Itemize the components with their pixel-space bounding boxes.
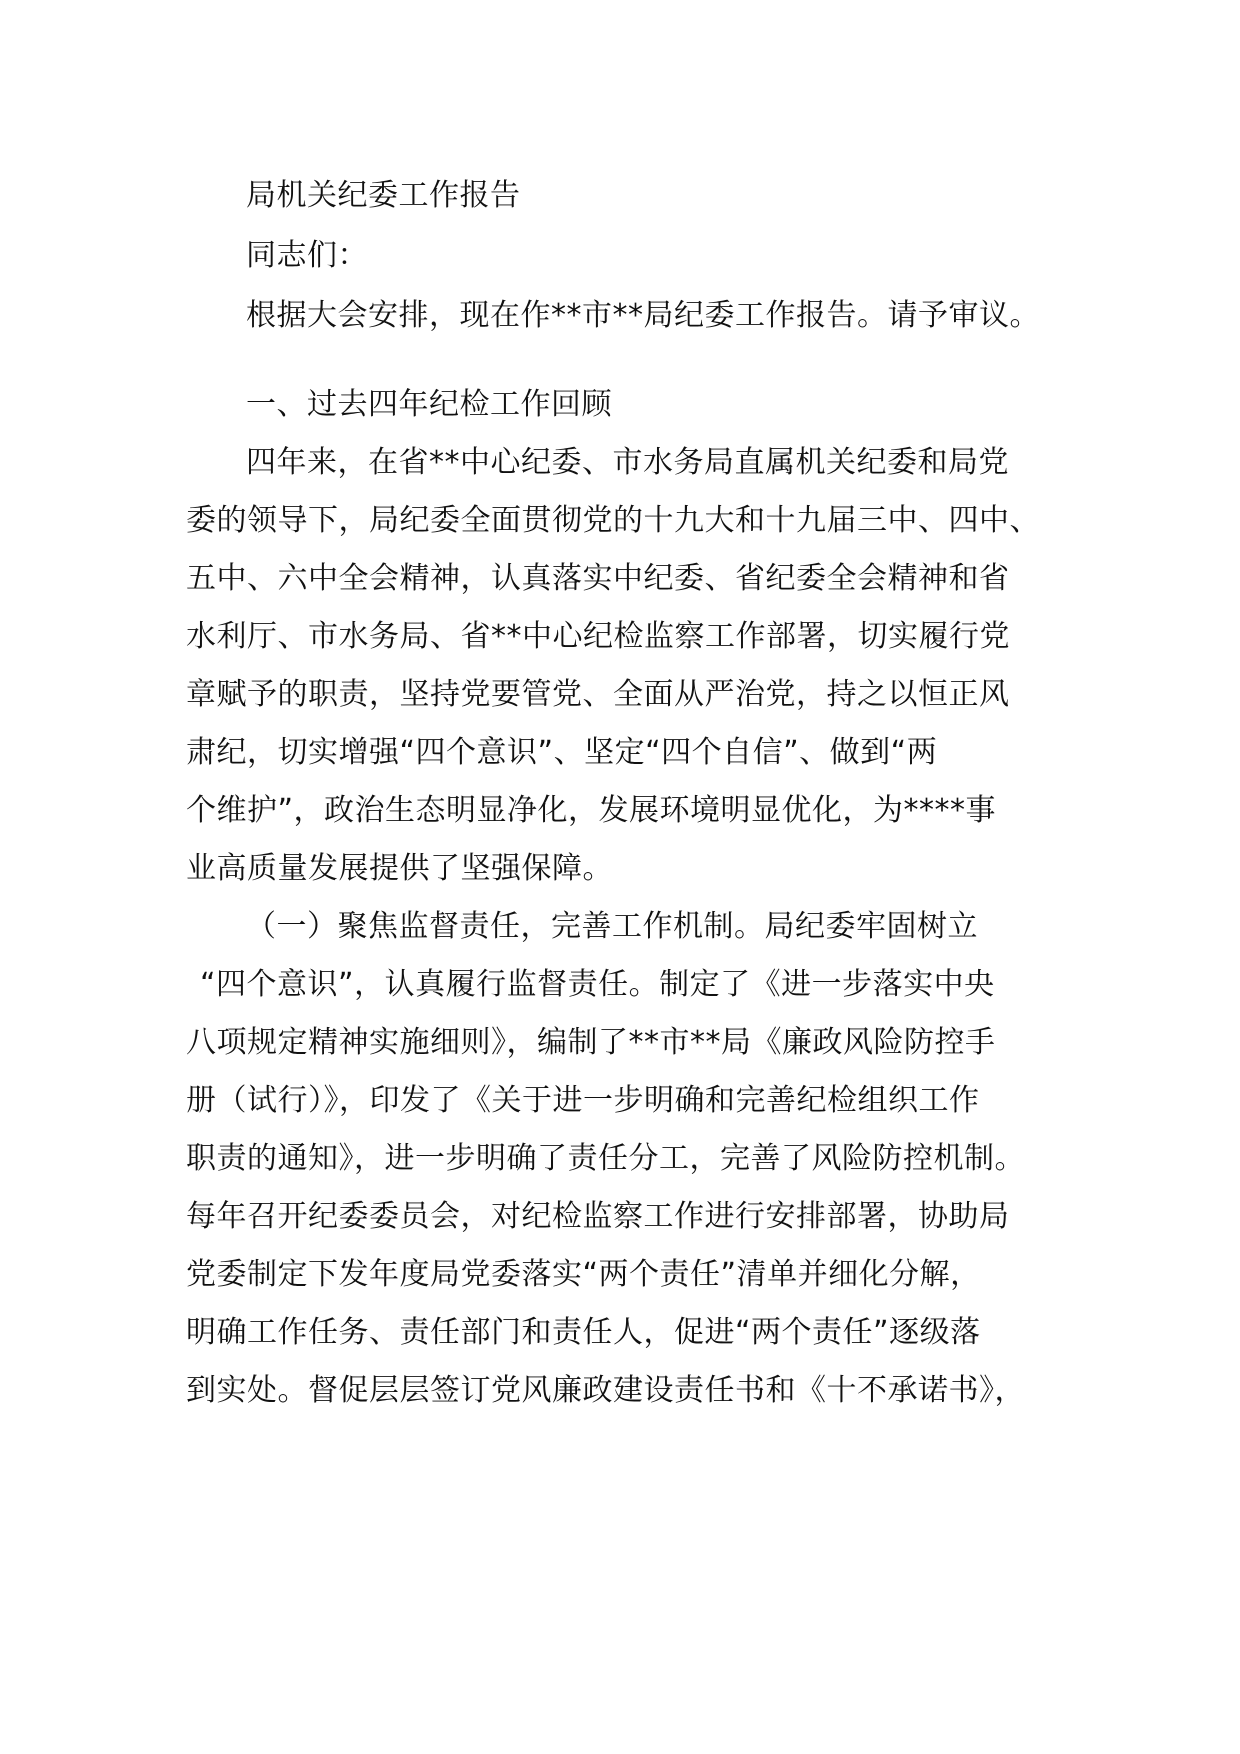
paragraph-line: 业高质量发展提供了坚强保障。 — [186, 851, 613, 886]
paragraph-line: 四年来，在省**中心纪委、市水务局直属机关纪委和局党 — [246, 445, 1009, 480]
paragraph-line: 册（试行）》，印发了《关于进一步明确和完善纪检组织工作 — [186, 1083, 980, 1118]
paragraph-line: 个维护”，政治生态明显净化，发展环境明显优化，为****事 — [186, 793, 997, 828]
paragraph-line: 五中、六中全会精神，认真落实中纪委、省纪委全会精神和省 — [186, 561, 1010, 596]
paragraph-line: 肃纪，切实增强“四个意识”、坚定“四个自信”、做到“两 — [186, 735, 938, 770]
paragraph-line: 到实处。督促层层签订党风廉政建设责任书和《十不承诺书》， — [186, 1373, 1025, 1408]
paragraph-line: 八项规定精神实施细则》，编制了**市**局《廉政风险防控手 — [186, 1025, 996, 1060]
paragraph-line: 章赋予的职责，坚持党要管党、全面从严治党，持之以恒正风 — [186, 677, 1010, 712]
paragraph-line: （一）聚焦监督责任，完善工作机制。局纪委牢固树立 — [246, 909, 978, 944]
intro-text: 根据大会安排，现在作**市**局纪委工作报告。请予审议。 — [246, 298, 1040, 333]
document-title: 局机关纪委工作报告 — [246, 178, 521, 213]
paragraph-line: 水利厅、市水务局、省**中心纪检监察工作部署，切实履行党 — [186, 619, 1010, 654]
paragraph-line: 委的领导下，局纪委全面贯彻党的十九大和十九届三中、四中、 — [186, 503, 1040, 538]
section-heading: 一、过去四年纪检工作回顾 — [246, 387, 612, 422]
paragraph-line: 职责的通知》，进一步明确了责任分工，完善了风险防控机制。 — [186, 1141, 1025, 1176]
paragraph-line: 明确工作任务、责任部门和责任人，促进“两个责任”逐级落 — [186, 1315, 981, 1350]
salutation: 同志们： — [246, 238, 368, 273]
paragraph-line: “四个意识”，认真履行监督责任。制定了《进一步落实中央 — [200, 967, 995, 1002]
paragraph-line: 党委制定下发年度局党委落实“两个责任”清单并细化分解， — [186, 1257, 981, 1292]
paragraph-line: 每年召开纪委委员会，对纪检监察工作进行安排部署，协助局 — [186, 1199, 1010, 1234]
